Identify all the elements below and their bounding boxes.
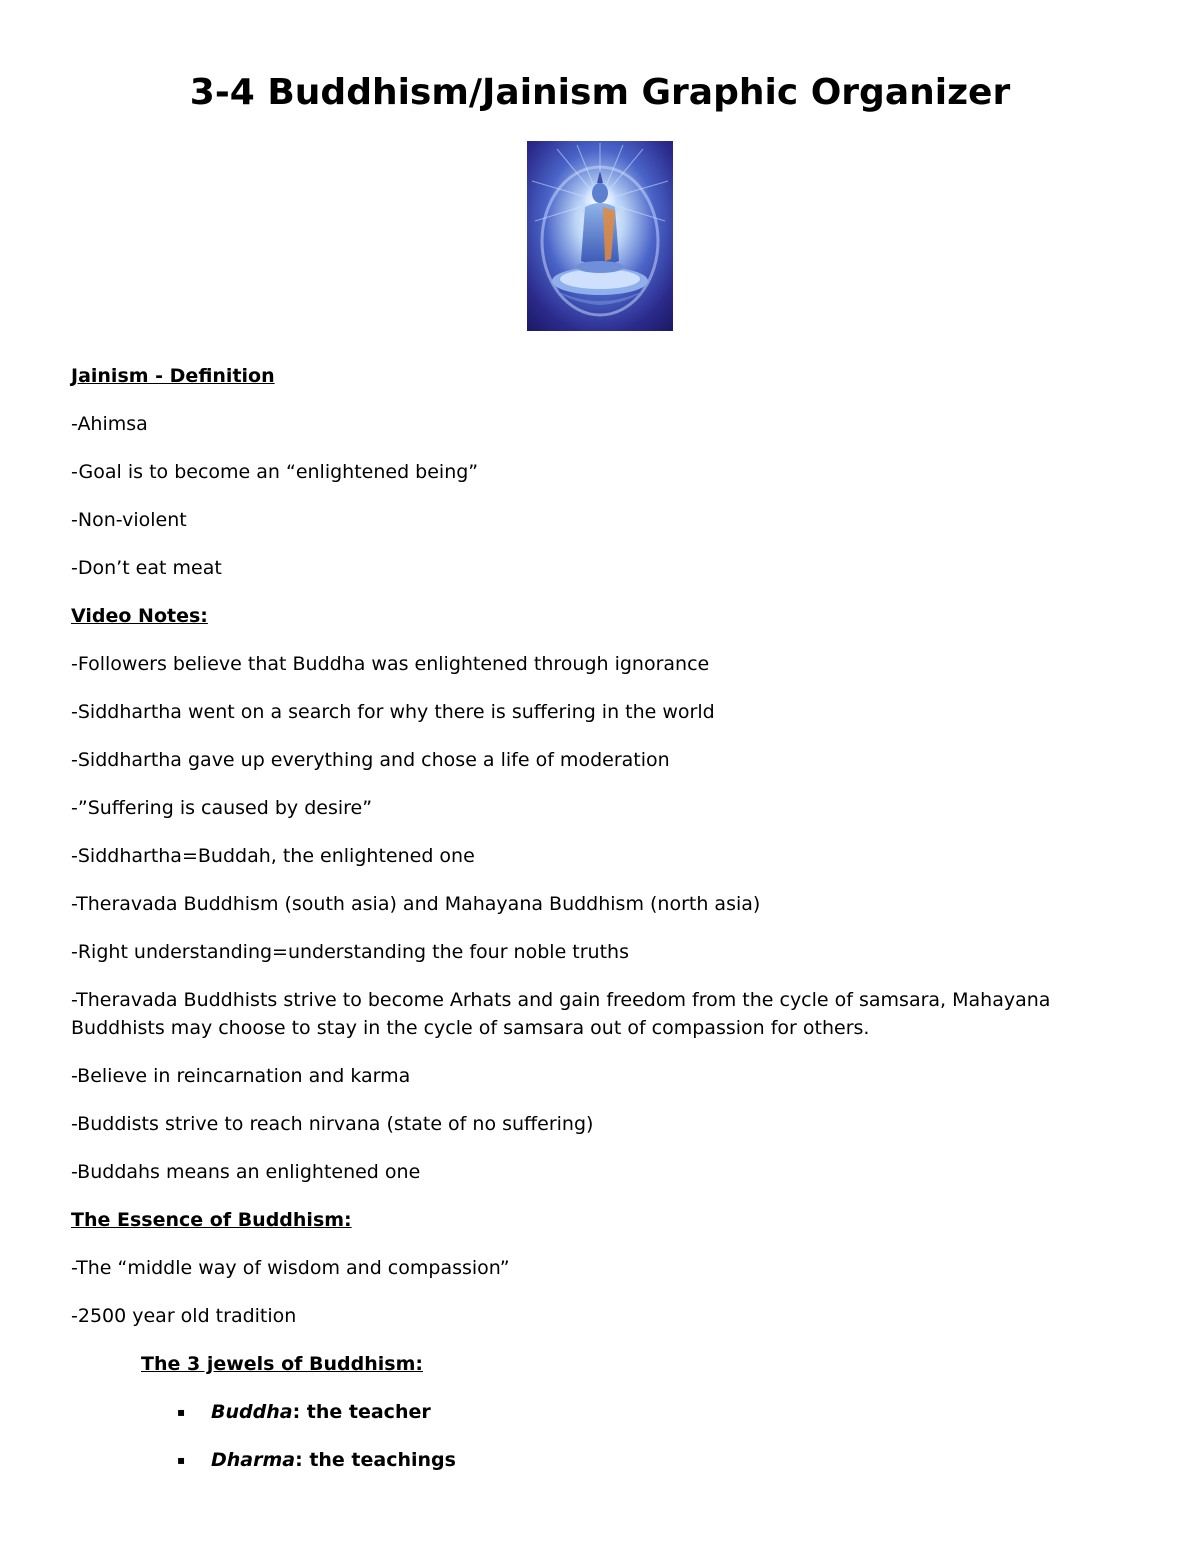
video-note: -”Suffering is caused by desire” — [71, 797, 373, 819]
jewels-heading: The 3 jewels of Buddhism: — [141, 1353, 423, 1375]
jainism-item: -Goal is to become an “enlightened being” — [71, 461, 479, 483]
meditating-buddha-picture — [527, 141, 673, 331]
jewels-list — [71, 1398, 1131, 1474]
document-body — [71, 362, 1131, 1494]
jewel-description: : the teachings — [295, 1449, 456, 1471]
essence-item: -2500 year old tradition — [71, 1305, 297, 1327]
video-note: -Theravada Buddhists strive to become Arhats and gain freedom from the cycle of samsara, Mahayana Buddhists may choose to stay in the cycle of samsara out of compassion for others. — [71, 989, 1051, 1039]
video-note: -Buddists strive to reach nirvana (state of no suffering) — [71, 1113, 594, 1135]
jewel-name: Dharma — [211, 1449, 296, 1471]
video-note: -Theravada Buddhism (south asia) and Mahayana Buddhism (north asia) — [71, 893, 761, 915]
square-bullet-icon: ▪ — [177, 1405, 186, 1419]
jainism-heading: Jainism - Definition — [71, 365, 275, 387]
jewel-item — [177, 1398, 1131, 1426]
square-bullet-icon: ▪ — [177, 1453, 186, 1467]
video-note: -Siddhartha=Buddah, the enlightened one — [71, 845, 475, 867]
jainism-item: -Ahimsa — [71, 413, 148, 435]
jainism-item: -Non-violent — [71, 509, 187, 531]
essence-heading: The Essence of Buddhism: — [71, 1209, 352, 1231]
video-note: -Believe in reincarnation and karma — [71, 1065, 411, 1087]
jewel-name: Buddha — [211, 1401, 293, 1423]
video-note: -Siddhartha gave up everything and chose a life of moderation — [71, 749, 670, 771]
video-note: -Right understanding=understanding the four noble truths — [71, 941, 629, 963]
video-note: -Followers believe that Buddha was enlightened through ignorance — [71, 653, 710, 675]
jewel-description: : the teacher — [292, 1401, 431, 1423]
jewel-item — [177, 1446, 1131, 1474]
video-note: -Buddahs means an enlightened one — [71, 1161, 421, 1183]
jainism-item: -Don’t eat meat — [71, 557, 222, 579]
essence-item: -The “middle way of wisdom and compassion” — [71, 1257, 510, 1279]
page-title: 3-4 Buddhism/Jainism Graphic Organizer — [189, 72, 1011, 113]
video-note: -Siddhartha went on a search for why there is suffering in the world — [71, 701, 715, 723]
video-notes-heading: Video Notes: — [71, 605, 208, 627]
